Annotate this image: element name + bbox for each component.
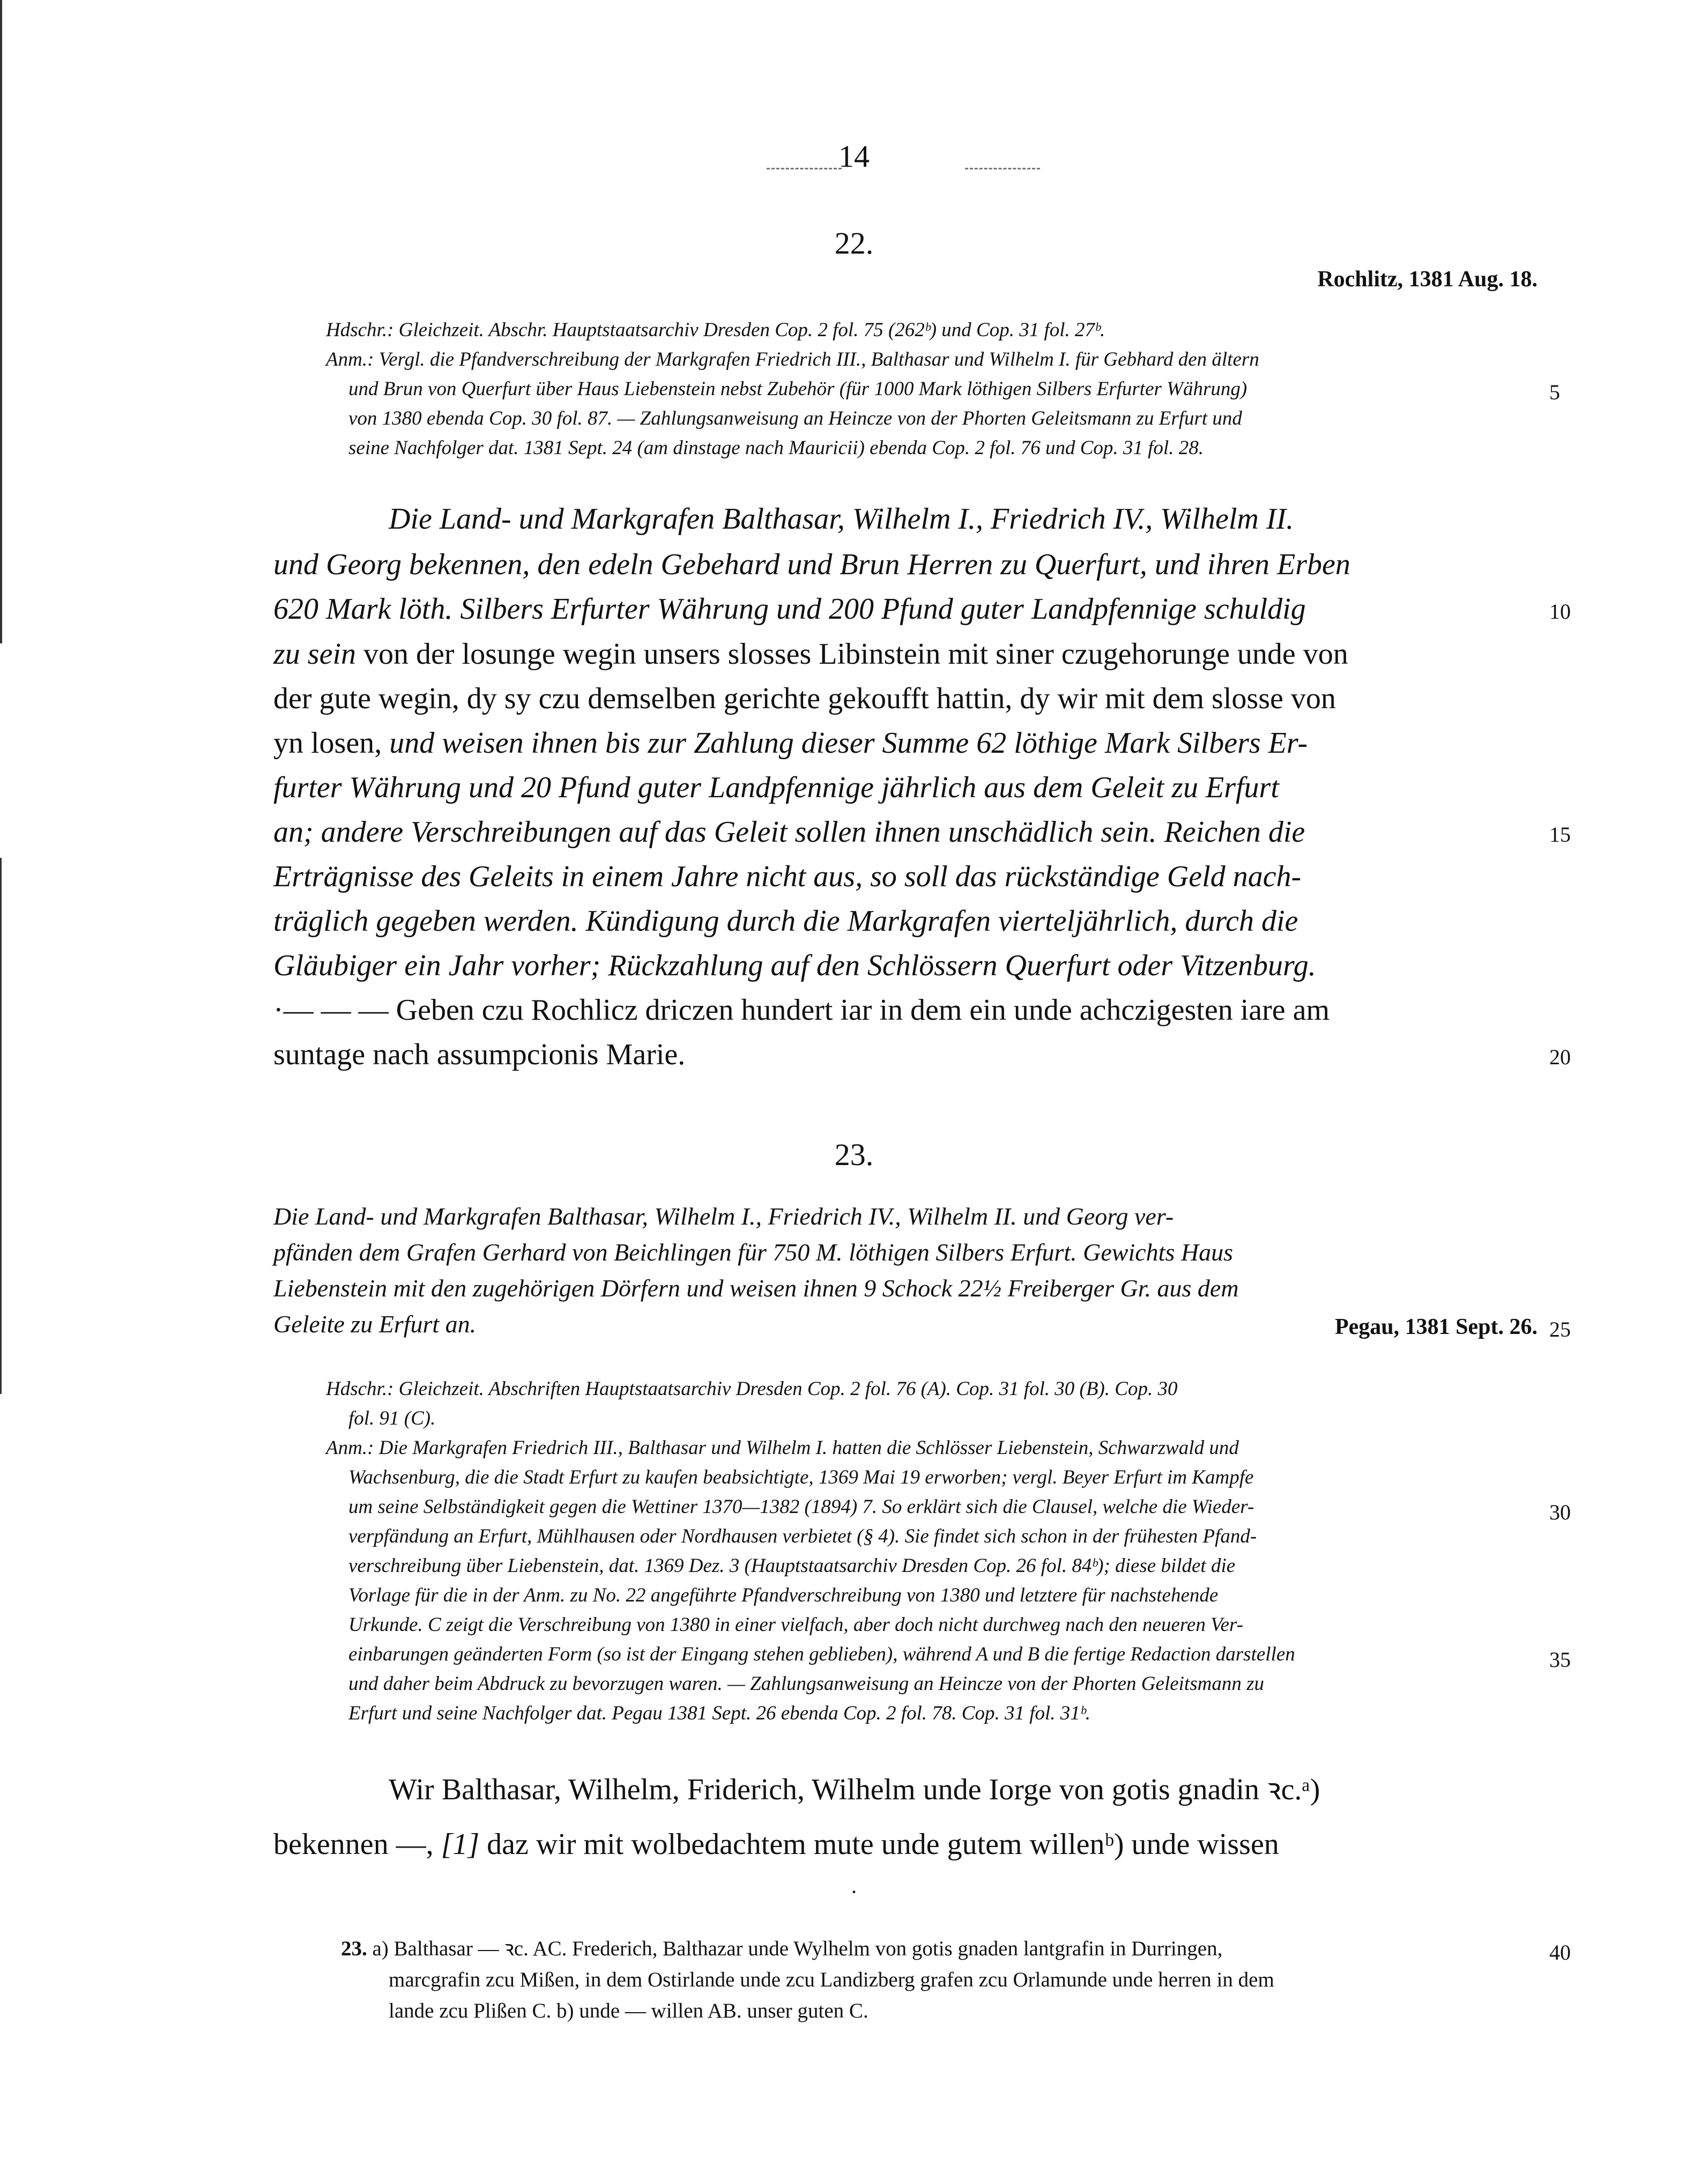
regest-line: Die Land- und Markgrafen Balthasar, Wilhelm I., Friedrich IV., Wilhelm II. und Georg ver-: [273, 1203, 1174, 1230]
text-line: [273, 951, 1316, 981]
quote-text: von der losunge wegin unsers slosses Libinstein mit siner czugehorunge unde von: [363, 637, 1348, 671]
scan-edge-mark: [0, 0, 2, 643]
text-line: [273, 817, 1305, 847]
line-number: 40: [1549, 1940, 1571, 1964]
regest-line: Geleite zu Erfurt an.: [273, 1310, 477, 1338]
text-line: Wir Balthasar, Wilhelm, Friderich, Wilhelm unde Iorge von gotis gnadin ꝛc.ᵃ): [389, 1773, 1320, 1806]
apparatus-line: und Brun von Querfurt über Haus Liebenstein nebst Zubehör (für 1000 Mark löthigen Silbers Erfurter Währung): [348, 378, 1247, 400]
regest-line: Liebenstein mit den zugehörigen Dörfern und weisen ihnen 9 Schock 22½ Freiberger Gr. aus dem: [273, 1274, 1239, 1302]
text-line: [273, 594, 1306, 624]
place-date-23: Pegau, 1381 Sept. 26.: [1335, 1315, 1538, 1339]
regest-text: an; andere Verschreibungen auf das Geleit sollen ihnen unschädlich sein. Reichen die: [273, 815, 1305, 849]
line-number: 5: [1549, 380, 1560, 404]
document-number-23: 23.: [834, 1137, 874, 1172]
scan-edge-mark: [0, 858, 2, 1394]
line-number: 10: [1549, 599, 1571, 624]
text-line: [273, 773, 1279, 803]
footnote-line: [341, 1938, 1222, 1959]
document-number-22: 22.: [834, 226, 874, 261]
text-line: [273, 1829, 1279, 1859]
text-line: [273, 906, 1298, 936]
header-rule-right: [965, 168, 1040, 169]
text-line: suntage nach assumpcionis Marie.: [273, 1038, 686, 1071]
apparatus-line: Anm.: Die Markgrafen Friedrich III., Balthasar und Wilhelm I. hatten die Schlösser Liebenstein, Schwarzwald und: [326, 1437, 1239, 1459]
line-number: 35: [1549, 1648, 1571, 1672]
apparatus-line: um seine Selbständigkeit gegen die Wettiner 1370—1382 (1894) 7. So erklärt sich die Clausel, welche die Wieder-: [348, 1496, 1254, 1518]
paragraph-marker: [1]: [441, 1828, 480, 1861]
apparatus-line: und daher beim Abdruck zu bevorzugen waren. — Zahlungsanweisung an Heincze von der Phorten Geleitsmann zu: [348, 1673, 1264, 1695]
apparatus-line: Erfurt und seine Nachfolger dat. Pegau 1381 Sept. 26 ebenda Cop. 2 fol. 78. Cop. 31 fol. 31ᵇ.: [348, 1702, 1090, 1724]
line-number: 30: [1549, 1500, 1571, 1524]
regest-text: und Georg bekennen, den edeln Gebehard und Brun Herren zu Querfurt, und ihren Erben: [273, 548, 1350, 581]
apparatus-line: verpfändung an Erfurt, Mühlhausen oder Nordhausen verbietet (§ 4). Sie findet sich schon in der frühesten Pfand-: [348, 1525, 1257, 1547]
text-line: [273, 639, 1348, 669]
line-number: 20: [1549, 1045, 1571, 1069]
regest-line: pfänden dem Grafen Gerhard von Beichlingen für 750 M. löthigen Silbers Erfurt. Gewichts Haus: [273, 1239, 1233, 1266]
regest-text: träglich gegeben werden. Kündigung durch die Markgrafen vierteljährlich, durch die: [273, 904, 1298, 938]
text-line: [273, 995, 1330, 1025]
regest-text: zu sein: [273, 637, 356, 671]
quote-text: bekennen —,: [273, 1828, 434, 1861]
place-date-22: Rochlitz, 1381 Aug. 18.: [1317, 267, 1538, 292]
page-number: 14: [838, 139, 870, 174]
regest-text: Erträgnisse des Geleits in einem Jahre nicht aus, so soll das rückständige Geld nach-: [273, 860, 1302, 893]
text-line: der gute wegin, dy sy czu demselben gerichte gekoufft hattin, dy wir mit dem slosse von: [273, 682, 1336, 715]
apparatus-line: Anm.: Vergl. die Pfandverschreibung der Markgrafen Friedrich III., Balthasar und Wilhelm I. für Gebhard den ältern: [326, 348, 1259, 370]
line-number: 15: [1549, 822, 1571, 847]
regest-text: Gläubiger ein Jahr vorher; Rückzahlung auf den Schlössern Querfurt oder Vitzenburg.: [273, 949, 1316, 982]
apparatus-line: Hdschr.: Gleichzeit. Abschriften Hauptstaatsarchiv Dresden Cop. 2 fol. 76 (A). Cop. 31 fol. 30 (B). Cop. 30: [326, 1378, 1178, 1400]
apparatus-line: von 1380 ebenda Cop. 30 fol. 87. — Zahlungsanweisung an Heincze von der Phorten Geleitsmann zu Erfurt und: [348, 407, 1242, 429]
apparatus-line: Urkunde. C zeigt die Verschreibung von 1380 in einer vielfach, aber doch nicht durchweg nach den neueren Ver-: [348, 1614, 1243, 1636]
text-line: [273, 862, 1301, 892]
apparatus-line: Vorlage für die in der Anm. zu No. 22 angeführte Pfandverschreibung von 1380 und letztere für nachstehende: [348, 1584, 1219, 1606]
text-line: [389, 504, 1294, 534]
line-number: 25: [1549, 1317, 1571, 1341]
footnote-ref: 23.: [341, 1937, 367, 1960]
apparatus-line: Wachsenburg, die die Stadt Erfurt zu kaufen beabsichtigte, 1369 Mai 19 erworben; vergl. Beyer Erfurt im Kampfe: [348, 1466, 1254, 1488]
apparatus-line: seine Nachfolger dat. 1381 Sept. 24 (am dinstage nach Mauricii) ebenda Cop. 2 fol. 76 und Cop. 31 fol. 28.: [348, 437, 1204, 459]
footnote-line: marcgrafin zcu Mißen, in dem Ostirlande unde zcu Landizberg grafen zcu Orlamunde unde herren in dem: [389, 1968, 1274, 1991]
omission-dashes: ·— — —: [273, 993, 389, 1027]
text-line: [273, 728, 1308, 758]
footnote-text: a) Balthasar — ꝛc. AC. Frederich, Balthazar unde Wylhelm von gotis gnaden lantgrafin in Durringen,: [372, 1937, 1223, 1960]
regest-text: furter Währung und 20 Pfund guter Landpfennige jährlich aus dem Geleit zu Erfurt: [273, 771, 1279, 804]
regest-text: und weisen ihnen bis zur Zahlung dieser Summe 62 löthige Mark Silbers Er-: [389, 726, 1308, 760]
quote-text: Geben czu Rochlicz driczen hundert iar in dem ein unde achczigesten iare am: [396, 993, 1330, 1027]
quote-text: daz wir mit wolbedachtem mute unde gutem willenᵇ) unde wissen: [487, 1828, 1279, 1861]
apparatus-line: Hdschr.: Gleichzeit. Abschr. Hauptstaatsarchiv Dresden Cop. 2 fol. 75 (262ᵇ) und Cop. 31 fol. 27ᵇ.: [326, 319, 1105, 341]
regest-text: 620 Mark löth. Silbers Erfurter Währung und 200 Pfund guter Landpfennige schuldig: [273, 592, 1306, 626]
text-line: [273, 550, 1350, 580]
apparatus-line: einbarungen geänderten Form (so ist der Eingang stehen geblieben), während A und B die fertige Redaction darstellen: [348, 1643, 1295, 1665]
apparatus-line: verschreibung über Liebenstein, dat. 1369 Dez. 3 (Hauptstaatsarchiv Dresden Cop. 26 fol. 84ᵇ); diese bildet die: [348, 1555, 1236, 1577]
quote-text: yn losen,: [273, 726, 382, 760]
apparatus-line: fol. 91 (C).: [348, 1407, 436, 1429]
footnote-line: lande zcu Plißen C. b) unde — willen AB. unser guten C.: [389, 1999, 868, 2022]
separator-dot: ·: [850, 1880, 858, 1904]
regest-text: Die Land- und Markgrafen Balthasar, Wilhelm I., Friedrich IV., Wilhelm II.: [389, 502, 1294, 536]
